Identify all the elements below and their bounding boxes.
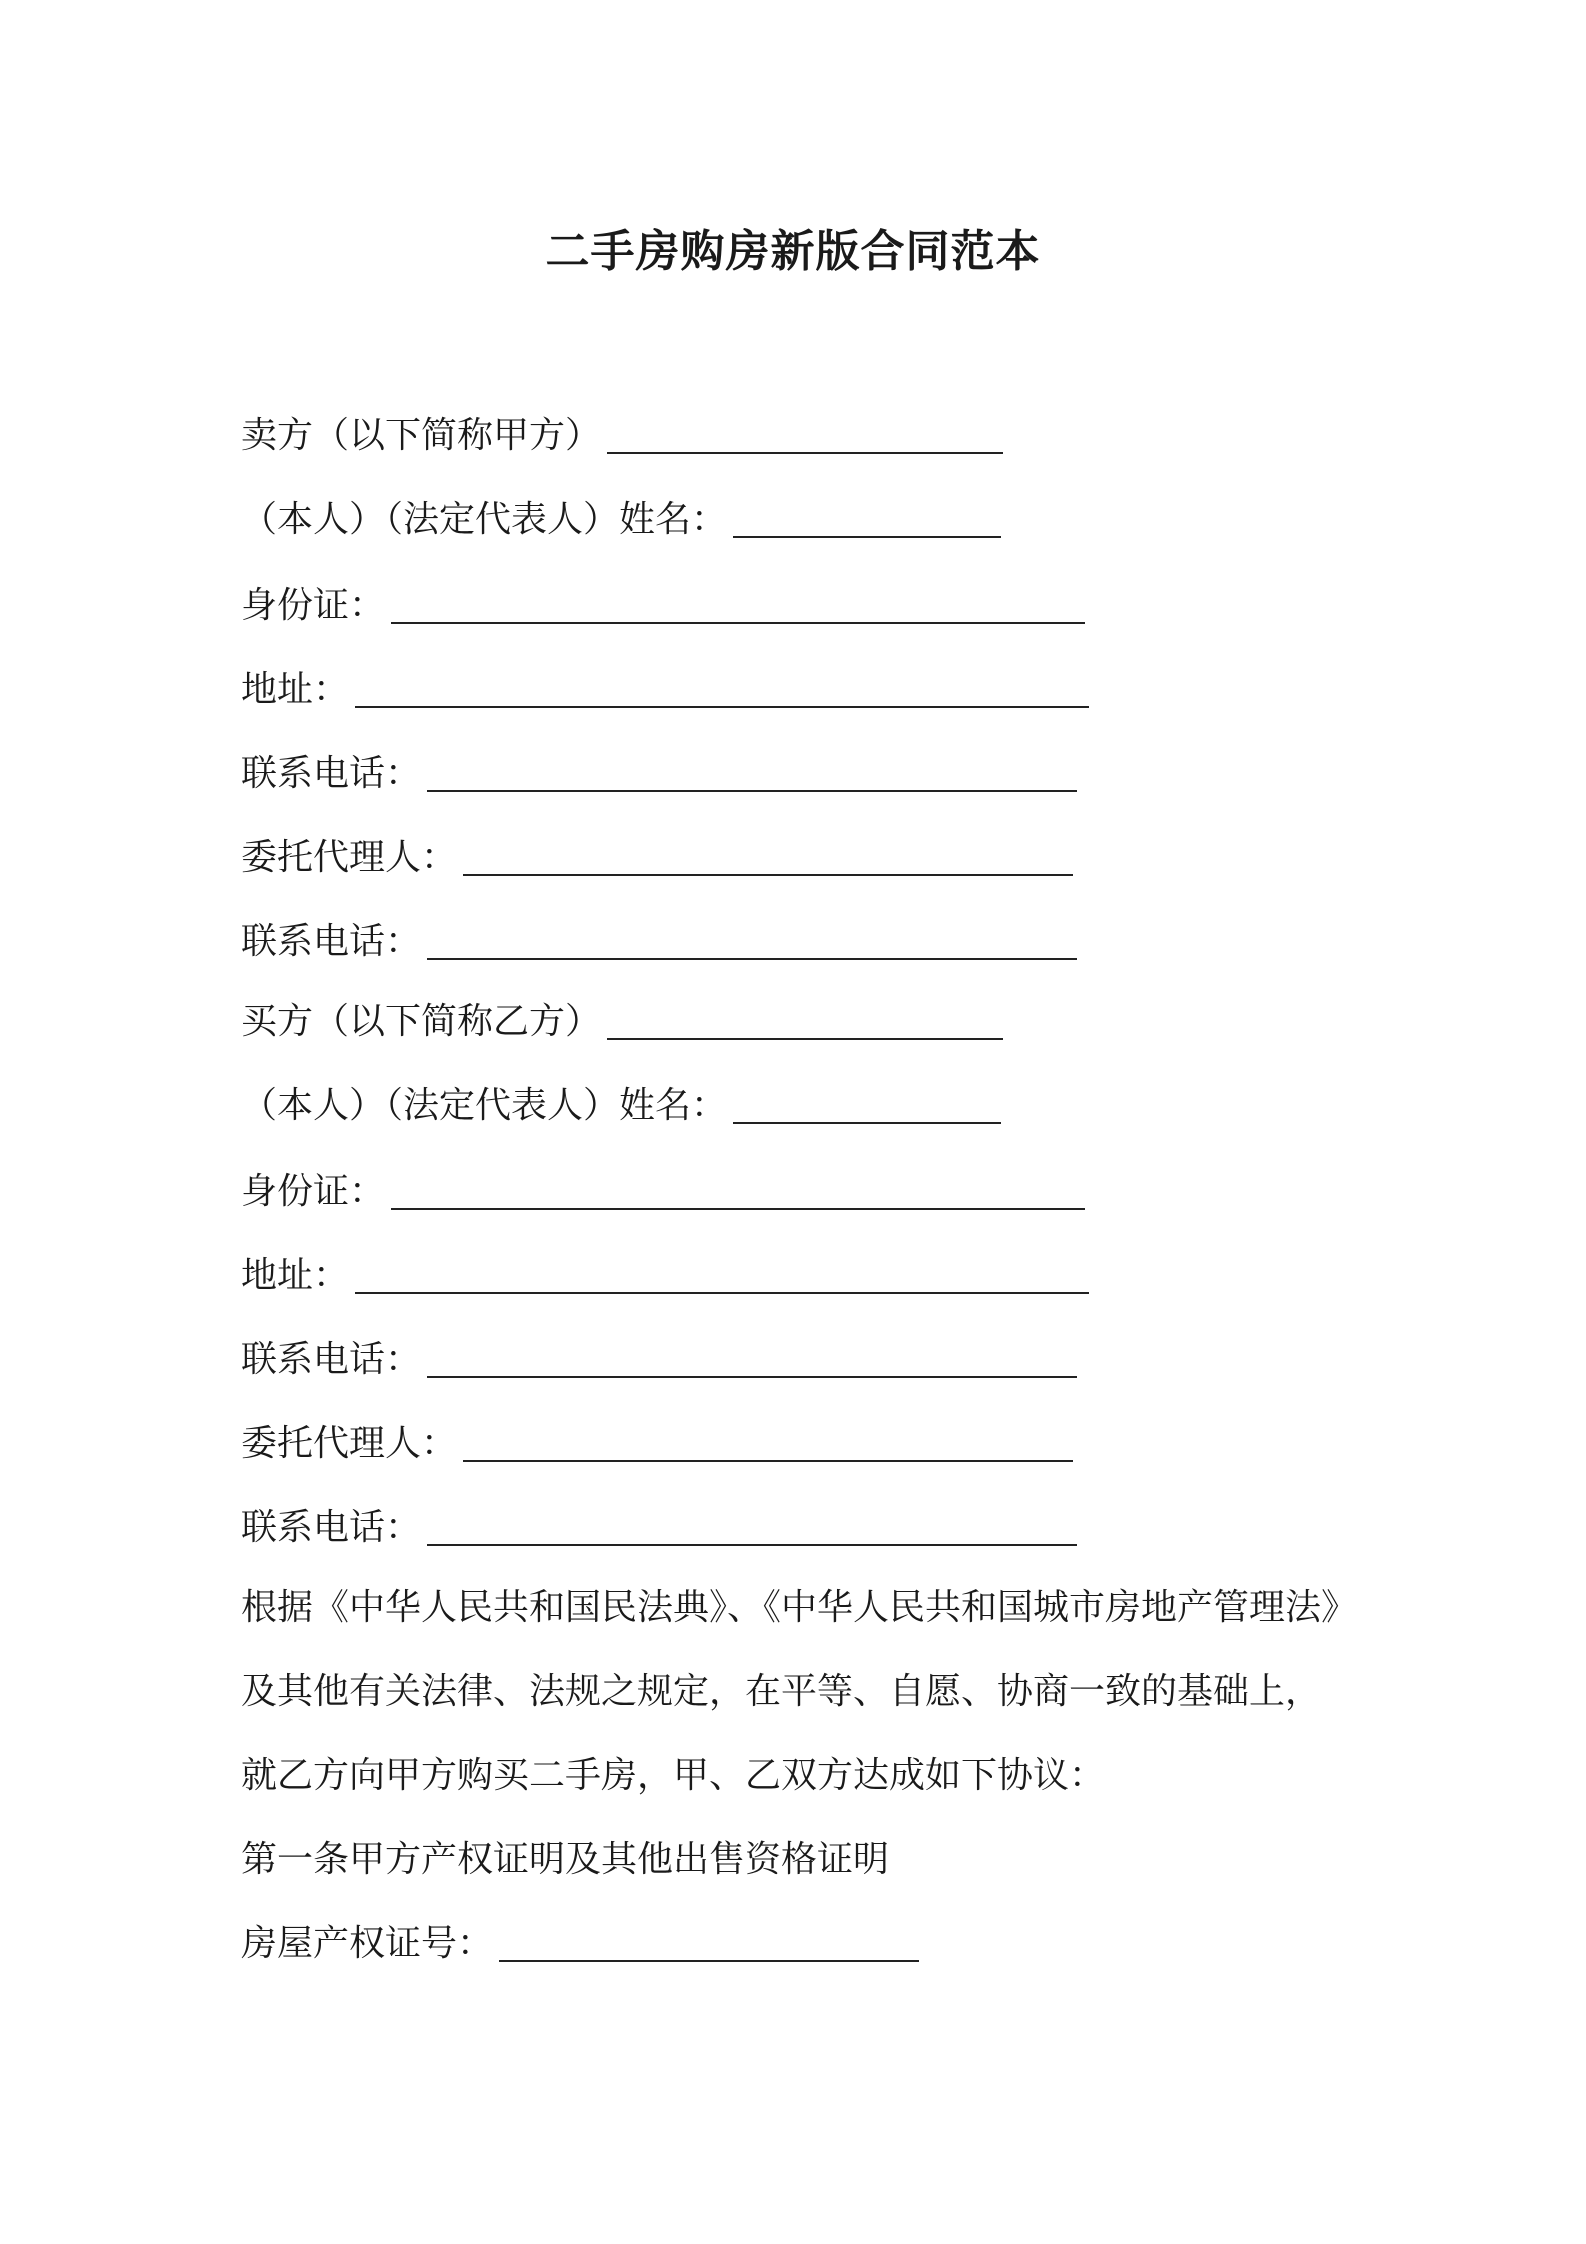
- seller-name-blank: [607, 418, 1003, 454]
- seller-id-label: 身份证：: [241, 585, 386, 626]
- buyer-agent-line: [241, 1420, 1073, 1468]
- buyer-phone-blank: [427, 1342, 1077, 1378]
- seller-phone-blank: [427, 756, 1077, 792]
- seller-address-label: 地址：: [241, 669, 350, 710]
- buyer-agent-label: 委托代理人：: [241, 1423, 458, 1464]
- buyer-phone-line: [241, 1336, 1077, 1384]
- preamble-line-3: 就乙方向甲方购买二手房，甲、乙双方达成如下协议：: [241, 1755, 1106, 1796]
- buyer-address-blank: [355, 1258, 1089, 1294]
- preamble-line-2: 及其他有关法律、法规之规定，在平等、自愿、协商一致的基础上，: [241, 1671, 1322, 1712]
- seller-name-label: （本人）（法定代表人）姓名：: [241, 499, 728, 540]
- cert-number-blank: [499, 1926, 919, 1962]
- seller-address-blank: [355, 672, 1089, 708]
- buyer-heading-blank: [607, 1004, 1003, 1040]
- buyer-heading-line: [241, 998, 1003, 1046]
- preamble-line-1: 根据《中华人民共和国民法典》、《中华人民共和国城市房地产管理法》: [241, 1587, 1358, 1628]
- article-1-heading: 第一条甲方产权证明及其他出售资格证明: [241, 1839, 890, 1880]
- buyer-agent-phone-label: 联系电话：: [241, 1507, 422, 1548]
- seller-heading-line: [241, 412, 1003, 460]
- buyer-phone-label: 联系电话：: [241, 1339, 422, 1380]
- seller-agent-line: [241, 834, 1073, 882]
- buyer-agent-phone-line: [241, 1504, 1077, 1552]
- seller-phone-line: [241, 750, 1077, 798]
- buyer-id-blank: [391, 1174, 1085, 1210]
- buyer-address-line: [241, 1252, 1089, 1300]
- buyer-name-blank: [733, 1088, 1001, 1124]
- buyer-id-label: 身份证：: [241, 1171, 386, 1212]
- seller-agent-blank: [463, 840, 1073, 876]
- buyer-address-label: 地址：: [241, 1255, 350, 1296]
- buyer-name-label: （本人）（法定代表人）姓名：: [241, 1085, 728, 1126]
- cert-number-line: [241, 1920, 919, 1968]
- document-title: 二手房购房新版合同范本: [545, 226, 1041, 277]
- seller-agent-phone-line: [241, 918, 1077, 966]
- seller-heading: 卖方（以下简称甲方）: [241, 415, 602, 456]
- buyer-name-line: [241, 1082, 1001, 1130]
- seller-id-blank: [391, 588, 1085, 624]
- buyer-heading: 买方（以下简称乙方）: [241, 1001, 602, 1042]
- buyer-agent-phone-blank: [427, 1510, 1077, 1546]
- seller-id-line: [241, 582, 1085, 630]
- seller-name-line: [241, 496, 1001, 544]
- seller-agent-label: 委托代理人：: [241, 837, 458, 878]
- seller-agent-phone-blank: [427, 924, 1077, 960]
- seller-name-field-blank: [733, 502, 1001, 538]
- cert-number-label: 房屋产权证号：: [241, 1923, 494, 1964]
- seller-phone-label: 联系电话：: [241, 753, 422, 794]
- buyer-agent-blank: [463, 1426, 1073, 1462]
- buyer-id-line: [241, 1168, 1085, 1216]
- seller-agent-phone-label: 联系电话：: [241, 921, 422, 962]
- seller-address-line: [241, 666, 1089, 714]
